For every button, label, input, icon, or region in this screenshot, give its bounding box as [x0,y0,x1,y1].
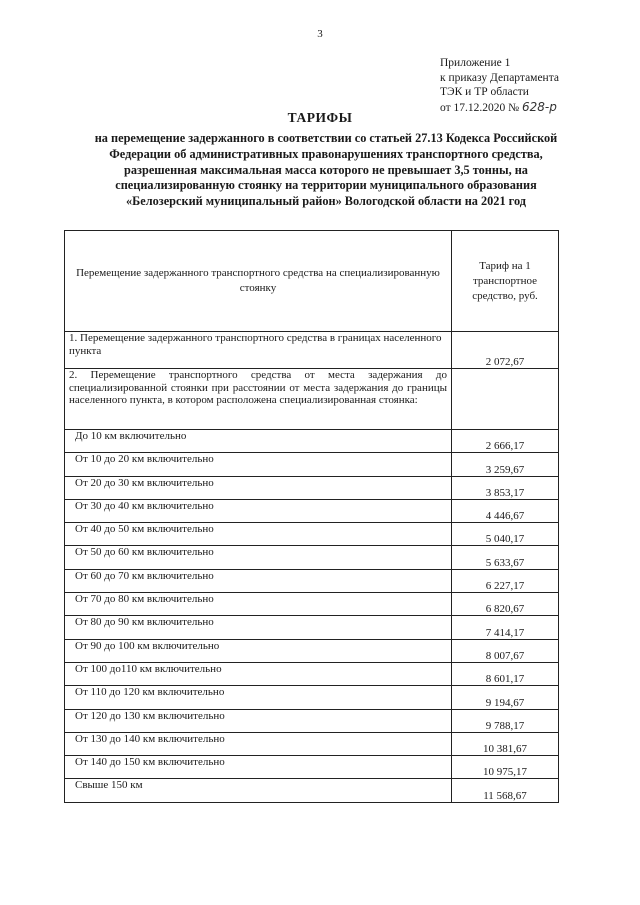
table-row [65,732,559,755]
table-row [65,546,559,569]
row-name-cell: От 90 до 100 км включительно [65,639,452,662]
row-value-cell: 2 072,67 [452,332,559,369]
row-value-cell: 9 788,17 [452,709,559,732]
table-row [65,332,559,369]
tariff-table [64,230,559,803]
table-row [65,616,559,639]
header-value-cell: Тариф на 1 транспортное средство, руб. [452,231,559,332]
row-value-cell: 4 446,67 [452,499,559,522]
appendix-line-1: Приложение 1 [440,57,511,69]
row-value-cell [452,369,559,430]
header-name-cell: Перемещение задержанного транспортного средства на специализированную стоянку [65,231,452,332]
row-name-cell: От 40 до 50 км включительно [65,523,452,546]
row-name-cell: От 50 до 60 км включительно [65,546,452,569]
row-name-cell: От 20 до 30 км включительно [65,476,452,499]
row-name-cell: От 110 до 120 км включительно [65,686,452,709]
row-value-cell: 8 601,17 [452,662,559,685]
row-value-cell: 10 975,17 [452,756,559,779]
row-name-cell: От 70 до 80 км включительно [65,593,452,616]
row-value-cell: 11 568,67 [452,779,559,802]
row-name-cell: От 130 до 140 км включительно [65,732,452,755]
row-name-cell: От 60 до 70 км включительно [65,569,452,592]
row-name-cell: 1. Перемещение задержанного транспортного средства в границах населенного пункта [65,332,452,369]
page-number: 3 [317,28,323,40]
table-row [65,569,559,592]
row-value-cell: 5 633,67 [452,546,559,569]
table-row [65,523,559,546]
document-subtitle: на перемещение задержанного в соответствии со статьей 27.13 Кодекса Российской Федерации об административных правонарушениях транспортного средства, разрешенная максимальная масса которого не превышает 3,5 тонны, на специализированную стоянку на территории муниципального образования «Белозерский муниципальный район» Вологодской области на 2021 год [94,131,558,209]
row-name-cell: До 10 км включительно [65,430,452,453]
table-row [65,453,559,476]
row-value-cell: 5 040,17 [452,523,559,546]
table-row [65,662,559,685]
table-row [65,476,559,499]
table-row [65,593,559,616]
row-name-cell: От 80 до 90 км включительно [65,616,452,639]
row-value-cell: 8 007,67 [452,639,559,662]
table-row [65,430,559,453]
handwritten-order-number: 628-р [521,99,557,114]
row-name-cell: От 100 до110 км включительно [65,662,452,685]
order-date-number: от 17.12.2020 № [440,101,520,114]
table-row [65,639,559,662]
table-row [65,709,559,732]
row-name-cell: От 120 до 130 км включительно [65,709,452,732]
row-value-cell: 6 820,67 [452,593,559,616]
row-value-cell: 9 194,67 [452,686,559,709]
row-name-cell: Свыше 150 км [65,779,452,802]
row-value-cell: 3 259,67 [452,453,559,476]
table-header-row [65,231,559,332]
appendix-line-3: ТЭК и ТР области [440,86,529,98]
table-row [65,756,559,779]
row-value-cell: 2 666,17 [452,430,559,453]
row-name-cell: От 30 до 40 км включительно [65,499,452,522]
row-value-cell: 7 414,17 [452,616,559,639]
appendix-line-2: к приказу Департамента [440,71,559,84]
row-name-cell: 2. Перемещение транспортного средства от места задержания до специализированной стоянки при расстоянии от места задержания до границы населенного пункта, в котором расположена специализированная стоянка: [65,369,452,430]
row-name-cell: От 140 до 150 км включительно [65,756,452,779]
table-row [65,499,559,522]
table-row [65,369,559,430]
row-value-cell: 3 853,17 [452,476,559,499]
row-name-cell: От 10 до 20 км включительно [65,453,452,476]
row-value-cell: 6 227,17 [452,569,559,592]
document-title: ТАРИФЫ [287,110,353,125]
table-row [65,779,559,802]
table-row [65,686,559,709]
appendix-block [440,56,559,115]
row-value-cell: 10 381,67 [452,732,559,755]
